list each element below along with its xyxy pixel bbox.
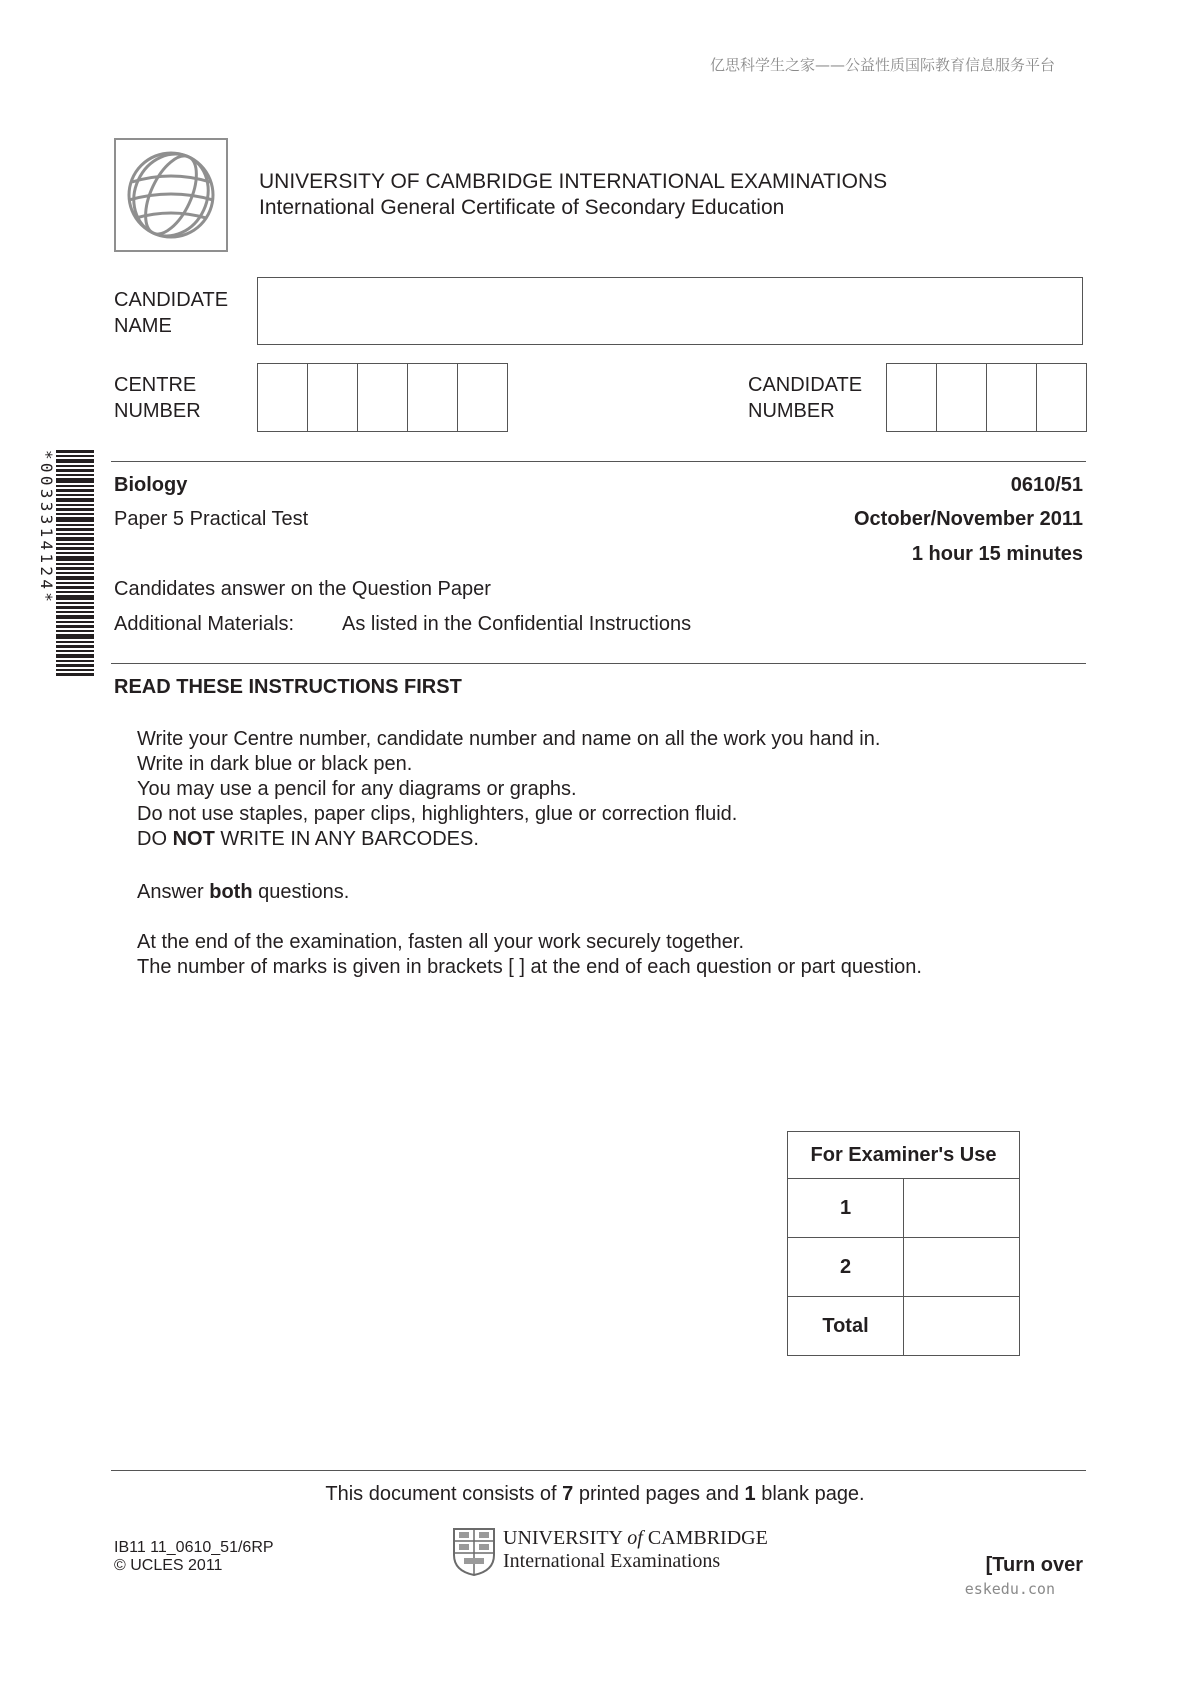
examiner-row-label: 2 [788,1238,904,1297]
instructions-heading: READ THESE INSTRUCTIONS FIRST [114,676,462,698]
centre-digit-box[interactable] [408,364,458,431]
instruction-line: The number of marks is given in brackets [ ] at the end of each question or part question. [137,956,922,978]
page-count: This document consists of 7 printed pages and 1 blank page. [325,1483,865,1505]
instruction-line: DO NOT WRITE IN ANY BARCODES. [137,828,479,850]
paper-code: 0610/51 [1010,474,1083,496]
examiner-mark-cell[interactable] [904,1179,1020,1238]
centre-number-label: CENTRE NUMBER [114,374,201,422]
university-title: UNIVERSITY OF CAMBRIDGE INTERNATIONAL EXAMINATIONS [259,170,888,193]
instruction-line: Write in dark blue or black pen. [137,753,413,775]
subject: Biology [114,474,188,496]
answer-on: Candidates answer on the Question Paper [114,578,491,600]
candidate-digit-box[interactable] [1037,364,1086,431]
centre-digit-box[interactable] [458,364,507,431]
centre-digit-box[interactable] [358,364,408,431]
candidate-name-field[interactable] [257,277,1083,345]
examiner-mark-cell[interactable] [904,1238,1020,1297]
examiner-mark-cell[interactable] [904,1297,1020,1356]
cambridge-crest-icon [452,1527,496,1577]
turn-over: [Turn over [985,1554,1083,1576]
centre-number-field[interactable] [257,363,508,432]
materials-value: As listed in the Confidential Instructions [342,613,692,635]
certificate-title: International General Certificate of Secondary Education [259,196,785,219]
watermark-bottom: eskedu.con [964,1580,1055,1598]
candidate-number-label: CANDIDATE NUMBER [748,374,863,422]
divider-top [111,461,1086,462]
centre-digit-box[interactable] [308,364,358,431]
paper-title: Paper 5 Practical Test [114,508,309,530]
candidate-digit-box[interactable] [987,364,1037,431]
examiner-table [787,1131,1020,1356]
instruction-line: Answer both questions. [137,881,350,903]
candidate-number-field[interactable] [886,363,1087,432]
centre-digit-box[interactable] [258,364,308,431]
cambridge-logo-line1: UNIVERSITY of CAMBRIDGE [503,1527,768,1549]
instruction-line: Write your Centre number, candidate number and name on all the work you hand in. [137,728,881,750]
barcode-text: *0033314124* [37,450,56,606]
globe-logo [114,138,228,252]
candidate-name-label: CANDIDATE NAME [114,289,229,337]
duration: 1 hour 15 minutes [911,543,1083,565]
examiner-table-heading: For Examiner's Use [788,1132,1020,1179]
candidate-digit-box[interactable] [887,364,937,431]
barcode [56,450,94,676]
divider-bottom [111,663,1086,664]
candidate-digit-box[interactable] [937,364,987,431]
globe-icon [116,140,226,250]
instruction-line: At the end of the examination, fasten all your work securely together. [137,931,745,953]
materials-label: Additional Materials: [114,613,295,635]
examiner-row-label: 1 [788,1179,904,1238]
instruction-line: Do not use staples, paper clips, highlighters, glue or correction fluid. [137,803,738,825]
cambridge-logo-line2: International Examinations [503,1550,721,1572]
instruction-line: You may use a pencil for any diagrams or graphs. [137,778,577,800]
document-code: IB11 11_0610_51/6RP © UCLES 2011 [114,1539,274,1574]
examiner-row-label: Total [788,1297,904,1356]
watermark-top: 亿思科学生之家——公益性质国际教育信息服务平台 [709,56,1055,74]
footer-divider [111,1470,1086,1471]
session: October/November 2011 [854,508,1083,530]
